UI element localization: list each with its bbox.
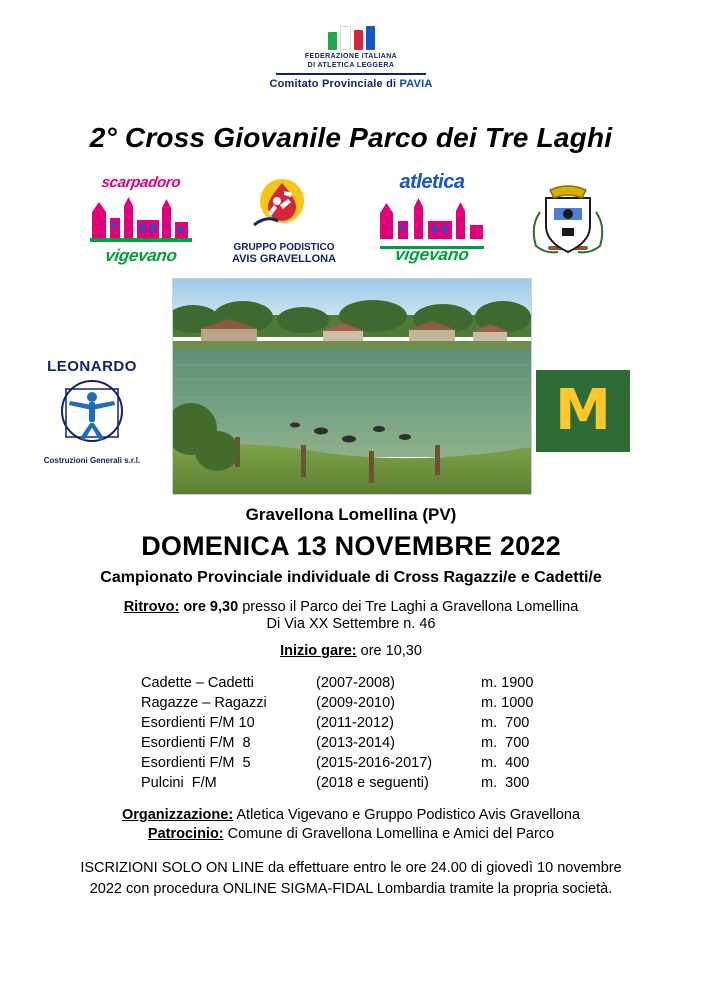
table-row: [141, 753, 561, 773]
category-years: (2018 e seguenti): [316, 775, 429, 791]
meeting-address: Di Via XX Settembre n. 46: [266, 616, 436, 632]
category-distance: m. 700: [481, 735, 530, 751]
atletica-label: atletica: [399, 171, 465, 193]
meeting-line: [0, 599, 702, 615]
start-line: [0, 643, 702, 659]
comune-crest-logo: [520, 172, 616, 268]
committee-province: PAVIA: [399, 78, 433, 90]
event-date: DOMENICA 13 NOVEMBRE 2022: [141, 531, 561, 561]
category-name: Pulcini F/M: [141, 775, 217, 791]
atletica-skyline-icon: [376, 195, 488, 245]
leonardo-name: LEONARDO: [47, 358, 137, 375]
atletica-city-label: vigevano: [393, 245, 471, 264]
category-years: (2015-2016-2017): [316, 755, 433, 771]
federation-name: [305, 53, 397, 70]
meeting-time: ore 9,30: [183, 599, 239, 615]
leonardo-subtitle: Costruzioni Generali s.r.l.: [43, 456, 141, 465]
comune-crest-icon: [520, 172, 616, 268]
lake-landscape-image: [173, 279, 531, 494]
category-distance: m. 700: [481, 715, 530, 731]
table-row: [141, 693, 561, 713]
federation-divider: [276, 73, 426, 75]
table-row: [141, 733, 561, 753]
avis-runner-icon: [224, 171, 344, 243]
vigevano-skyline-icon: [90, 194, 192, 242]
organization-line: [0, 807, 702, 823]
category-name: Esordienti F/M 8: [141, 735, 251, 751]
start-label: Inizio gare:: [280, 643, 357, 659]
start-time: ore 10,30: [360, 643, 422, 659]
notice-line1: ISCRIZIONI SOLO ON LINE da effettuare entro le ore 24.00 di giovedì 10 novembre: [80, 860, 622, 876]
golden-arches-icon: M: [555, 378, 611, 443]
category-name: Ragazze – Ragazzi: [141, 695, 267, 711]
patronage-label: Patrocinio:: [147, 826, 224, 842]
committee-prefix: Comitato Provinciale di: [269, 78, 400, 90]
scarpadoro-label: scarpadoro: [100, 174, 182, 191]
category-name: Esordienti F/M 10: [141, 715, 255, 731]
sponsor-logo-row: [0, 170, 702, 270]
fidal-flag-icon: [328, 26, 375, 50]
patronage-line: [0, 826, 702, 842]
championship-subtitle: Campionato Provinciale individuale di Cross Ragazzi/e e Cadetti/e: [100, 569, 602, 586]
scarpadoro-vigevano-logo: [86, 172, 196, 268]
category-distance: m. 300: [481, 775, 530, 791]
categories-body: [141, 673, 561, 793]
category-years: (2007-2008): [316, 675, 395, 691]
event-photo: [172, 278, 532, 495]
category-name: Esordienti F/M 5: [141, 755, 251, 771]
organization-value: Atletica Vigevano e Gruppo Podistico Avis Gravellona: [236, 807, 581, 823]
page-title: 2° Cross Giovanile Parco dei Tre Laghi: [89, 122, 613, 153]
vitruvian-man-icon: [50, 377, 134, 449]
category-distance: m. 1000: [481, 695, 534, 711]
federation-header: [0, 0, 702, 90]
category-years: (2011-2012): [316, 715, 394, 731]
category-years: (2013-2014): [316, 735, 395, 751]
federation-line2: DI ATLETICA LEGGERA: [307, 61, 395, 69]
category-distance: m. 400: [481, 755, 530, 771]
meeting-place: presso il Parco dei Tre Laghi a Gravellona Lomellina: [242, 599, 579, 615]
federation-line1: FEDERAZIONE ITALIANA: [304, 53, 398, 60]
mcdonalds-logo: [536, 370, 630, 452]
table-row: [141, 673, 561, 693]
notice-line2: 2022 con procedura ONLINE SIGMA-FIDAL Lombardia tramite la propria società.: [89, 881, 613, 897]
category-distance: m. 1900: [481, 675, 534, 691]
vigevano-label: vigevano: [104, 246, 179, 265]
categories-table: [141, 673, 561, 793]
table-row: [141, 773, 561, 793]
avis-line2: AVIS GRAVELLONA: [231, 253, 337, 265]
leonardo-logo: [32, 358, 152, 468]
committee-label: [269, 78, 432, 90]
registration-notice: [71, 858, 631, 900]
organization-label: Organizzazione:: [121, 807, 234, 823]
media-row: [0, 278, 702, 493]
atletica-vigevano-logo: [372, 171, 492, 269]
event-place: Gravellona Lomellina (PV): [245, 505, 457, 524]
table-row: [141, 713, 561, 733]
category-name: Cadette – Cadetti: [141, 675, 254, 691]
avis-gravellona-logo: [224, 171, 344, 269]
avis-line1: GRUPPO PODISTICO: [233, 242, 335, 253]
meeting-label: Ritrovo:: [123, 599, 180, 615]
patronage-value: Comune di Gravellona Lomellina e Amici del Parco: [227, 826, 555, 842]
category-years: (2009-2010): [316, 695, 395, 711]
